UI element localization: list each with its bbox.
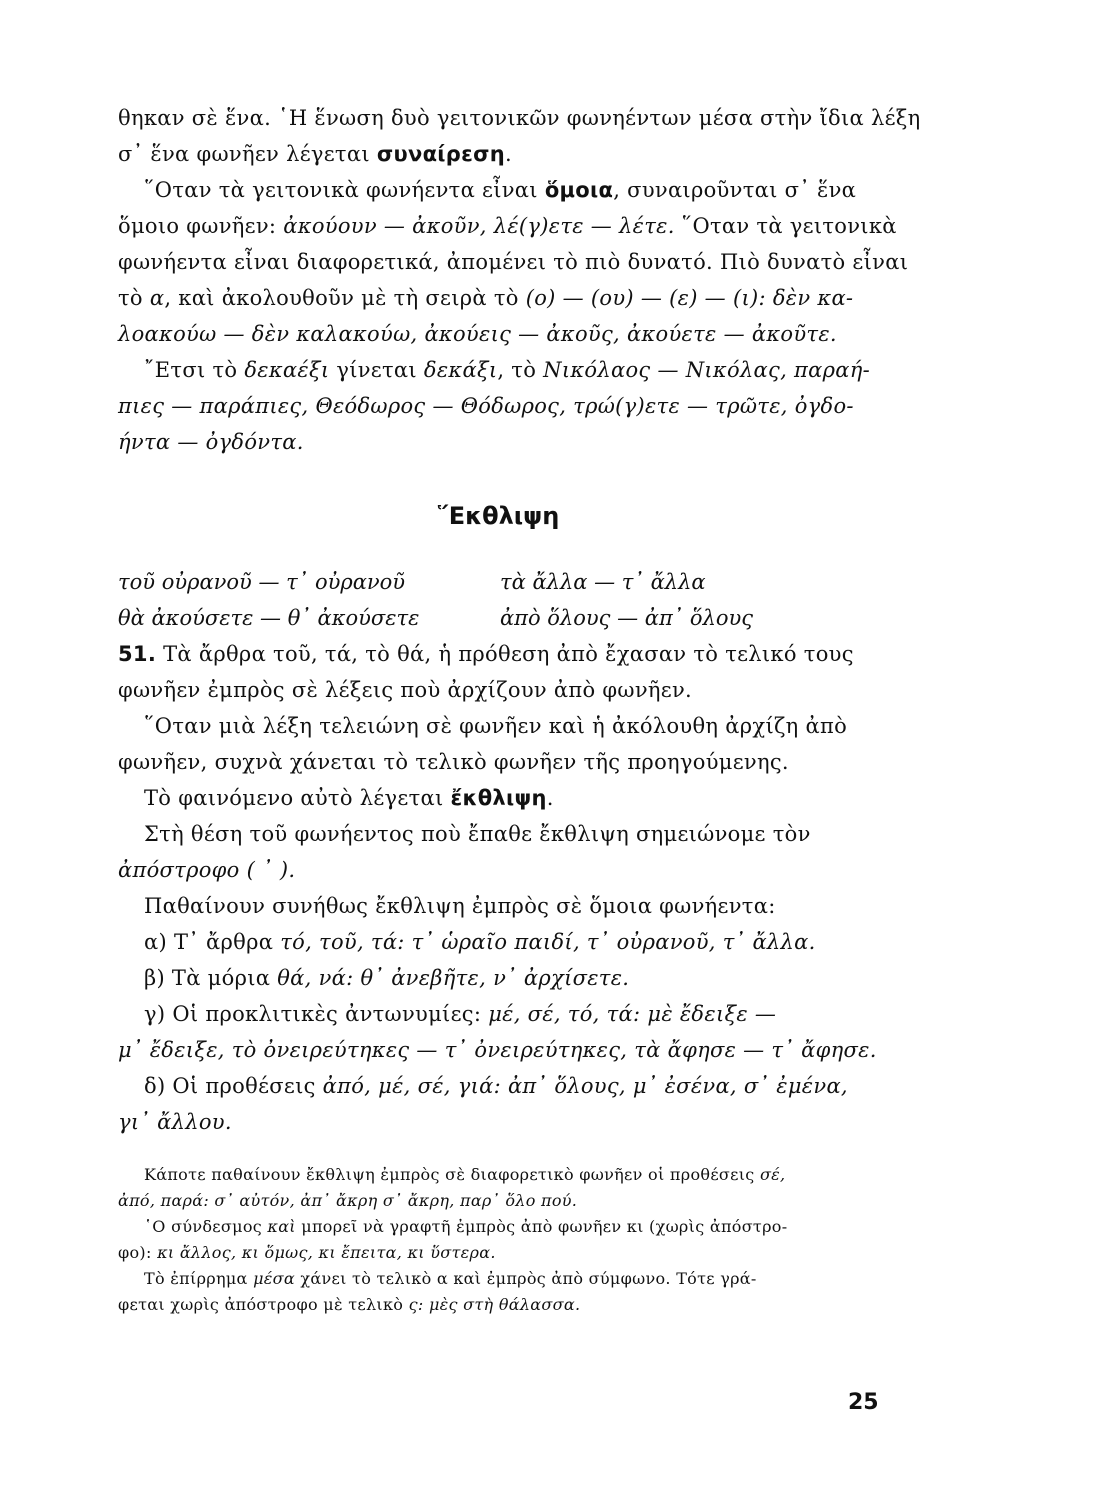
- italic-example: ς: μὲς στὴ θάλασσα.: [408, 1295, 581, 1314]
- bold-term: συναίρεση: [376, 142, 506, 166]
- text-span: μπορεῖ νὰ γραφτῆ ἐμπρὸς ἀπὸ φωνῆεν κι (χωρὶς ἀπόστρο-: [295, 1217, 788, 1236]
- text-line: ήντα — ὀγδόντα.: [118, 430, 304, 454]
- text-span: φο):: [118, 1243, 158, 1262]
- text-line: ἀπόστροφο ( ᾽ ).: [118, 858, 296, 882]
- example-left: θὰ ἀκούσετε — θ᾽ ἀκούσετε: [118, 606, 420, 630]
- text-line: θηκαν σὲ ἕνα. ῾Η ἕνωση δυὸ γειτονικῶν φωνηέντων μέσα στὴν ἴδια λέξη: [118, 106, 921, 130]
- example-right: ἀπὸ ὅλους — ἀπ᾽ ὅλους: [500, 606, 754, 630]
- text-line: [118, 636, 878, 672]
- italic-example: σέ,: [759, 1165, 786, 1184]
- text-span: φεται χωρὶς ἀπόστροφο μὲ τελικὸ: [118, 1295, 409, 1314]
- italic-example: καὶ: [267, 1217, 296, 1236]
- bold-term: ὅμοια: [544, 178, 614, 202]
- text-span: σ᾽ ἕνα φωνῆεν λέγεται: [118, 142, 377, 166]
- note-line: [118, 1240, 878, 1266]
- text-span: ῞Οταν τὰ γειτονικὰ: [674, 214, 897, 238]
- text-line: φωνῆεν, συχνὰ χάνεται τὸ τελικὸ φωνῆεν τῆς προηγούμενης.: [118, 750, 789, 774]
- note-line: [118, 1266, 878, 1292]
- italic-example: α: [149, 286, 165, 310]
- text-line: φωνήεντα εἶναι διαφορετικά, ἀπομένει τὸ πιὸ δυνατό. Πιὸ δυνατὸ εἶναι: [118, 250, 909, 274]
- bold-term: ἔκθλιψη: [450, 786, 547, 810]
- note-line: ἀπό, παρά: σ᾽ αὐτόν, ἀπ᾽ ἄκρη σ᾽ ἄκρη, παρ᾽ ὅλο πού.: [118, 1191, 578, 1210]
- text-span: , συναιροῦνται σ᾽ ἕνα: [613, 178, 857, 202]
- text-span: Τὸ ἐπίρρημα: [144, 1269, 254, 1288]
- text-span: .: [546, 786, 554, 810]
- italic-example: δεκάξι: [423, 358, 498, 382]
- text-span: , καὶ ἀκολουθοῦν μὲ τὴ σειρὰ τὸ: [164, 286, 526, 310]
- text-span: ῾Ο σύνδεσμος: [144, 1217, 268, 1236]
- italic-example: τό, τοῦ, τά: τ᾽ ὡραῖο παιδί, τ᾽ οὐρανοῦ, τ᾽ ἄλλα.: [280, 930, 816, 954]
- text-span: Κάποτε παθαίνουν ἔκθλιψη ἐμπρὸς σὲ διαφορετικὸ φωνῆεν οἱ προθέσεις: [144, 1165, 760, 1184]
- italic-example: Νικόλαος — Νικόλας, παραή-: [543, 358, 871, 382]
- list-item-d: [118, 1068, 878, 1104]
- text-line: Παθαίνουν συνήθως ἔκθλιψη ἐμπρὸς σὲ ὅμοια φωνήεντα:: [144, 894, 776, 918]
- text-line: φωνῆεν ἐμπρὸς σὲ λέξεις ποὺ ἀρχίζουν ἀπὸ φωνῆεν.: [118, 678, 693, 702]
- text-span: γ) Οἱ προκλιτικὲς ἀντωνυμίες:: [144, 1002, 489, 1026]
- italic-example: μέσα: [253, 1269, 295, 1288]
- text-line: Στὴ θέση τοῦ φωνήεντος ποὺ ἔπαθε ἔκθλιψη σημειώνομε τὸν: [144, 822, 811, 846]
- text-span: γίνεται: [329, 358, 424, 382]
- text-line: [118, 352, 878, 388]
- text-line: πιες — παράπιες, Θεόδωρος — Θόδωρος, τρώ(γ)ετε — τρῶτε, ὀγδο-: [118, 394, 854, 418]
- example-row: [118, 600, 878, 636]
- text-line: [118, 172, 878, 208]
- example-right: τὰ ἄλλα — τ᾽ ἄλλα: [500, 570, 706, 594]
- example-left: τοῦ οὐρανοῦ — τ᾽ οὐρανοῦ: [118, 570, 406, 594]
- example-row: [118, 564, 878, 600]
- text-line: [118, 208, 897, 244]
- italic-example: ἀκούουν — ἀκοῦν, λέ(γ)ετε — λέτε.: [283, 214, 675, 238]
- text-line: [118, 280, 878, 316]
- text-span: β) Τὰ μόρια: [144, 966, 278, 990]
- text-span: , τὸ: [497, 358, 544, 382]
- list-item-b: [118, 960, 878, 996]
- list-item-c: [118, 996, 878, 1032]
- text-span: χάνει τὸ τελικὸ α καὶ ἐμπρὸς ἀπὸ σύμφωνο. Τότε γρά-: [294, 1269, 757, 1288]
- text-line: γι᾽ ἄλλου.: [118, 1110, 232, 1134]
- section-heading: ῞Εκθλιψη: [436, 502, 560, 530]
- italic-example: θά, νά: θ᾽ ἀνεβῆτε, ν᾽ ἀρχίσετε.: [277, 966, 630, 990]
- note-line: [118, 1162, 878, 1188]
- text-span: ῞Οταν τὰ γειτονικὰ φωνήεντα εἶναι: [144, 178, 545, 202]
- text-span: Τὰ ἄρθρα τοῦ, τά, τὸ θά, ἡ πρόθεση ἀπὸ ἔχασαν τὸ τελικό τους: [156, 642, 854, 666]
- text-line: [118, 780, 878, 816]
- text-span: τὸ: [118, 286, 150, 310]
- italic-example: μέ, σέ, τό, τά: μὲ ἔδειξε —: [488, 1002, 777, 1026]
- text-line: [118, 136, 878, 172]
- text-span: α) Τ᾽ ἄρθρα: [144, 930, 281, 954]
- text-span: .: [505, 142, 512, 166]
- italic-example: ἀπό, μέ, σέ, γιά: ἀπ᾽ ὅλους, μ᾽ ἐσένα, σ᾽ ἐμένα,: [322, 1074, 848, 1098]
- text-line: μ᾽ ἔδειξε, τὸ ὀνειρεύτηκες — τ᾽ ὀνειρεύτηκες, τὰ ἄφησε — τ᾽ ἄφησε.: [118, 1038, 877, 1062]
- italic-example: (ο) — (ου) — (ε) — (ι): δὲν κα-: [525, 286, 854, 310]
- text-span: ῎Ετσι τὸ: [144, 358, 245, 382]
- italic-example: κι ἄλλος, κι ὅμως, κι ἔπειτα, κι ὕστερα.: [157, 1243, 496, 1262]
- text-span: ὅμοιο φωνῆεν:: [118, 214, 284, 238]
- text-line: λοακούω — δὲν καλακούω, ἀκούεις — ἀκοῦς, ἀκούετε — ἀκοῦτε.: [118, 322, 837, 346]
- notes-block: [118, 1162, 878, 1318]
- text-span: Τὸ φαινόμενο αὐτὸ λέγεται: [144, 786, 451, 810]
- page-number: 25: [848, 1390, 879, 1415]
- section-number: 51.: [118, 642, 157, 666]
- page-body: [118, 100, 921, 1318]
- note-line: [118, 1214, 878, 1240]
- italic-example: δεκαέξι: [244, 358, 330, 382]
- text-span: δ) Οἱ προθέσεις: [144, 1074, 323, 1098]
- list-item-a: [118, 924, 878, 960]
- text-line: ῞Οταν μιὰ λέξη τελειώνη σὲ φωνῆεν καὶ ἡ ἀκόλουθη ἀρχίζη ἀπὸ: [144, 714, 848, 738]
- note-line: [118, 1292, 878, 1318]
